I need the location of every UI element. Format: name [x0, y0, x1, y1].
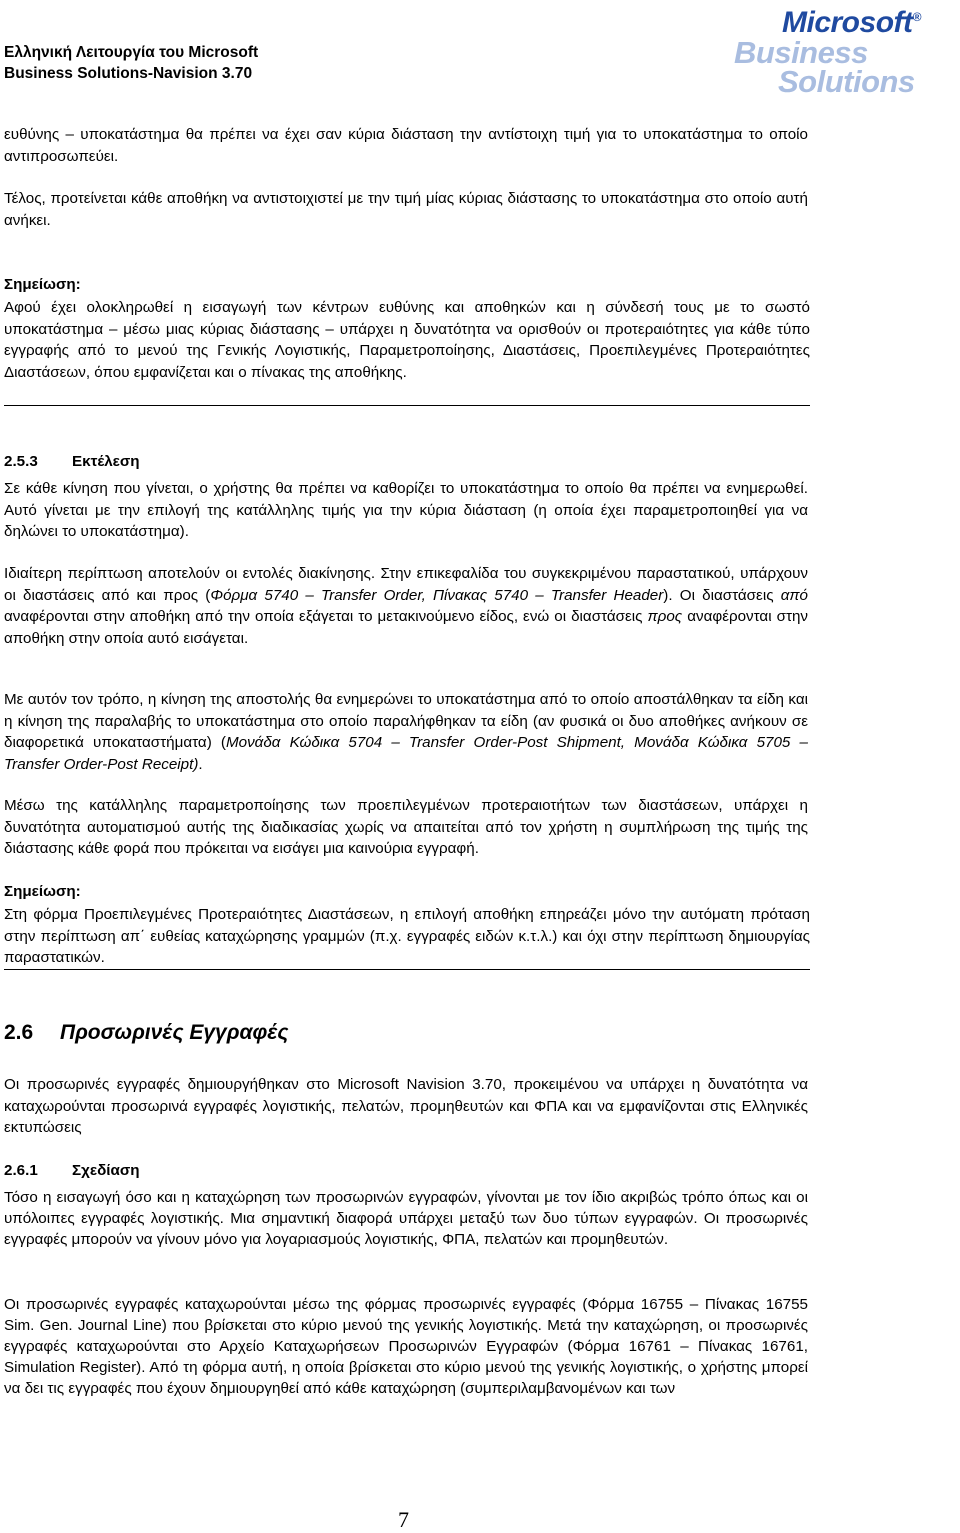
section-2-6-title: Προσωρινές Εγγραφές	[60, 1021, 289, 1044]
logo-business: Business	[734, 35, 868, 70]
paragraph-7: Οι προσωρινές εγγραφές δημιουργήθηκαν στο Microsoft Navision 3.70, προκειμένου να υπάρχει η δυνατότητα να καταχωρούνται προσωρινά εγγραφές λογιστικής, πελατών, προμηθευτών και ΦΠΑ και να εμφανίζονται στις Ελληνικές εκτυπώσεις	[4, 1076, 808, 1136]
note-2-text: Στη φόρμα Προεπιλεγμένες Προτεραιότητες Διαστάσεων, η επιλογή αποθήκη επηρεάζει μόνο την αυτόματη πρόταση στην περίπτωση απ΄ ευθείας καταχώρησης γραμμών (π.χ. εγγραφές ειδών κ.τ.λ.) και όχι στην περίπτωση δημιουργίας παραστατικών.	[4, 906, 810, 966]
section-2-5-3-heading	[4, 451, 140, 472]
paragraph-2: Τέλος, προτείνεται κάθε αποθήκη να αντιστοιχιστεί με την τιμή μίας κύριας διάστασης το υποκατάστημα στο οποίο αυτή ανήκει.	[4, 190, 808, 229]
logo-microsoft: Microsoft	[782, 6, 913, 39]
section-2-6-heading	[4, 1020, 288, 1046]
section-2-6-1-heading	[4, 1160, 140, 1181]
note-1-divider	[4, 405, 810, 406]
section-2-5-3-number: 2.5.3	[4, 453, 38, 470]
microsoft-business-solutions-logo	[734, 2, 958, 97]
paragraph-3: Σε κάθε κίνηση που γίνεται, ο χρήστης θα πρέπει να καθορίζει το υποκατάστημα το οποίο θα πρέπει να ενημερωθεί. Αυτό γίνεται με την επιλογή της κατάλληλης τιμής για την κύρια διάσταση (η οποία έχει παραμετροποιηθεί για να δηλώνει το υποκατάστημα).	[4, 480, 808, 540]
section-2-6-1-number: 2.6.1	[4, 1162, 38, 1179]
paragraph-1: ευθύνης – υποκατάστημα θα πρέπει να έχει σαν κύρια διάσταση την αντίστοιχη τιμή για το υποκατάστημα το οποίο αντιπροσωπεύει.	[4, 126, 808, 165]
note-1-text: Αφού έχει ολοκληρωθεί η εισαγωγή των κέντρων ευθύνης και αποθηκών και η σύνδεσή τους με το σωστό υποκατάστημα – μέσω μιας κύριας διάστασης – υπάρχει η δυνατότητα να ορισθούν οι προτεραιότητες για κάθε τύπο εγγραφής από το μενού της Γενικής Λογιστικής, Παραμετροποίησης, Διαστάσεις, Προεπιλεγμένες Προτεραιότητες Διαστάσεων, όπου εμφανίζεται και ο πίνακας της αποθήκης.	[4, 299, 810, 381]
logo-registered-mark: ®	[912, 10, 921, 24]
paragraph-4: Ιδιαίτερη περίπτωση αποτελούν οι εντολές διακίνησης. Στην επικεφαλίδα του συγκεκριμένου παραστατικού, υπάρχουν οι διαστάσεις από και προς (Φόρμα 5740 – Transfer Order, Πίνακας 5740 – Transfer Header). Οι διαστάσεις από αναφέρονται στην αποθήκη από την οποία εξάγεται το μετακινούμενο είδος, ενώ οι διαστάσεις προς αναφέρονται στην αποθήκη στην οποία αυτό εισάγεται.	[4, 565, 809, 647]
note-2-divider	[4, 969, 810, 970]
paragraph-6: Μέσω της κατάλληλης παραμετροποίησης των προεπιλεγμένων προτεραιοτήτων των διαστάσεων, υπάρχει η δυνατότητα αυτοματισμού αυτής της διαδικασίας χωρίς να απαιτείται από τον χρήστη η συμπλήρωση της τιμής της διάστασης κάθε φορά που πρόκειται να εισάγει μια καινούρια εγγραφή.	[4, 797, 808, 857]
document-header	[4, 42, 258, 84]
paragraph-8: Τόσο η εισαγωγή όσο και η καταχώρηση των προσωρινών εγγραφών, γίνονται με τον ίδιο ακριβώς τρόπο όπως και οι υπόλοιπες εγγραφές λογιστικής. Μια σημαντική διαφορά υπάρχει μεταξύ των δυο τύπων εγγραφών. Οι προσωρινές εγγραφές μπορούν να γίνουν μόνο για λογαριασμούς λογιστικής, ΦΠΑ, πελατών και προμηθευτών.	[4, 1189, 808, 1248]
header-title-line2: Business Solutions-Navision 3.70	[4, 65, 253, 82]
paragraph-5: Με αυτόν τον τρόπο, η κίνηση της αποστολής θα ενημερώνει το υποκατάστημα από το οποίο αποστάλθηκαν τα είδη και η κίνηση της παραλαβής το υποκατάστημα στο οποίο παραλήφθηκαν τα είδη (αν φυσικά οι δυο αποθήκες ανήκουν σε διαφορετικά υποκαταστήματα) (Μονάδα Κώδικα 5704 – Transfer Order-Post Shipment, Μονάδα Κώδικα 5705 – Transfer Order-Post Receipt).	[4, 691, 808, 773]
section-2-6-number: 2.6	[4, 1021, 34, 1044]
paragraph-9: Οι προσωρινές εγγραφές καταχωρούνται μέσω της φόρμας προσωρινές εγγραφές (Φόρμα 16755 – Πίνακας 16755 Sim. Gen. Journal Line) που βρίσκεται στο κύριο μενού της γενικής λογιστικής. Μετά την καταχώρηση, οι προσωρινές εγγραφές καταχωρούνται στο Αρχείο Καταχωρήσεων Προσωρινών Εγγραφών (Φόρμα 16761 – Πίνακας 16761, Simulation Register). Από τη φόρμα αυτή, η οποία βρίσκεται στο κύριο μενού της γενικής λογιστικής, ο χρήστης μπορεί να δει τις εγγραφές που έχουν δημιουργηθεί από κάθε καταχώρηση (συμπεριλαμβανομένων και των	[4, 1296, 808, 1397]
page-number: 7	[398, 1507, 409, 1532]
header-title-line1: Ελληνική Λειτουργία του Microsoft	[4, 44, 259, 61]
note-1-title: Σημείωση:	[4, 276, 81, 293]
section-2-6-1-title: Σχεδίαση	[72, 1162, 140, 1179]
note-2-title: Σημείωση:	[4, 883, 81, 900]
section-2-5-3-title: Εκτέλεση	[72, 453, 140, 470]
logo-solutions: Solutions	[778, 64, 915, 99]
